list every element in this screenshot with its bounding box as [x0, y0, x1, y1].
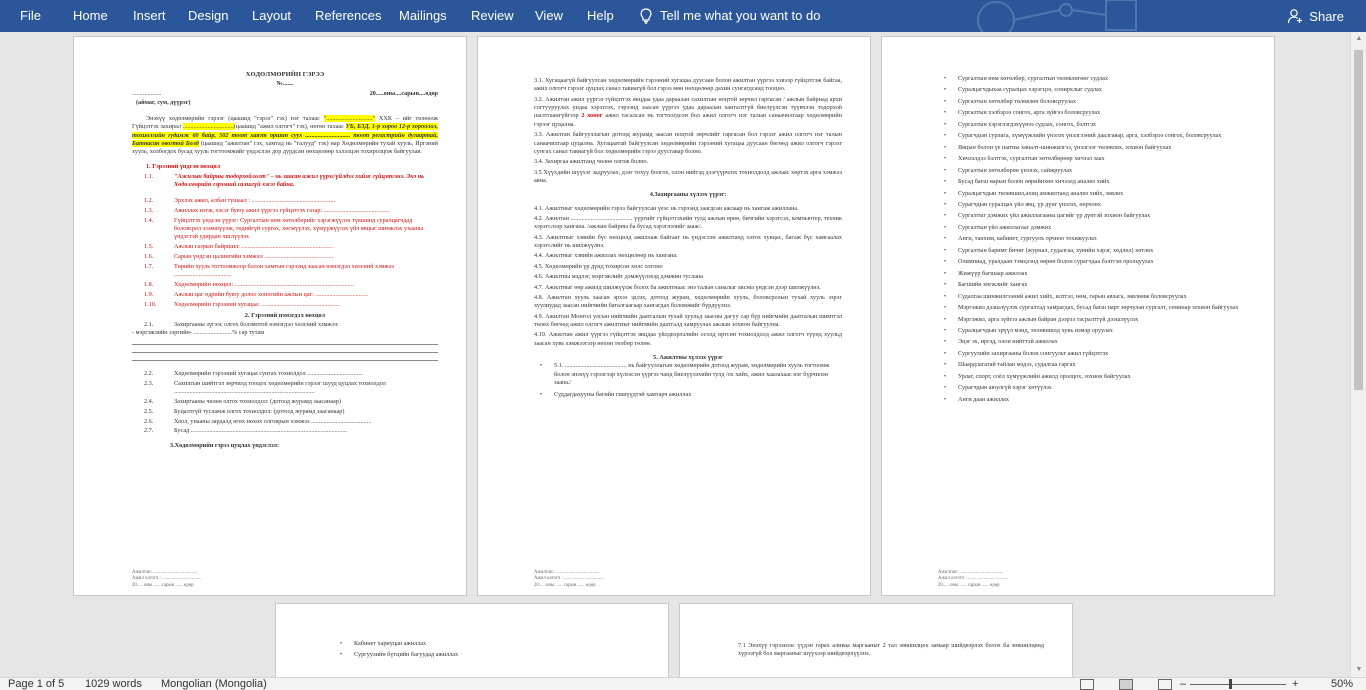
item-number: 1.10. — [144, 300, 157, 308]
bullet-item: • Сурагчдын суралцах үйл явц, үр дүнг үнэлэх, өөрчлөх — [938, 201, 1246, 209]
bullet-item: • Судалгаа шинжилгээний ажил хийх, илтгэл, нөм, гарын авлага, зөвлөмж боловсруулах — [938, 293, 1246, 301]
item-text: Захиргааны зүгээс олгох болзмотой нэмэгдэл хөлсний хэмжээ: — [174, 320, 339, 328]
numbered-item — [132, 427, 438, 435]
red-note: 2 хоног — [581, 112, 603, 120]
page-3-content — [938, 75, 1246, 407]
document-page-3[interactable] — [881, 36, 1275, 596]
bullet-item: • Мэргэжил дээшлүүлэх сургалтад хамрагдах, бусад багш нарт зөрчулан сургалт, семинар зохион байгуулах — [938, 304, 1246, 312]
paragraph-3-4: 3.4. Захиргаа ажилтанд чөлөө олгож болно. — [534, 158, 649, 166]
page-1-content — [132, 71, 438, 450]
bullet-item: • Багшийн хөгжлийг хангах — [938, 281, 1246, 289]
bullet-item: • Сургалтын хөтөлбөр төлөвлөн боловсруулах — [938, 98, 1246, 106]
blank-line — [132, 346, 438, 353]
numbered-item — [132, 253, 438, 261]
zoom-in-button[interactable]: + — [1292, 678, 1299, 690]
paragraph-3-1: 3.1. Хугацаагүй байгуулсан хөдөлмөрийн гэрээний хугацаа дуусаан болон ажилтан үүргээ хэвээр гүйцэтгэж байгаа, ажил олгогч гэрээг цуцлах санал тавиагүй бол гэрээ мөн нөхцөлөөр дахин сунгагдсанд тооцно. — [534, 77, 842, 93]
numbered-paragraph: 4.6. Ажилтны мэдлэг, мэргэжлийг дэмжүүлэхэд дэмжин туслана — [534, 273, 704, 281]
contract-number: №....... — [276, 79, 294, 87]
bullet-item: • Сургалтын нөм хөтөлбөр, сургалтын төлөвлөгөөг судлах — [938, 75, 1246, 83]
bullet-item: • Хичээлдээ бэлтгэх, сургалтын хөтөлбөрөөр хичээл заах — [938, 155, 1246, 163]
numbered-item — [132, 207, 438, 215]
tab-insert[interactable]: Insert — [133, 8, 166, 23]
section-5-list — [534, 362, 842, 399]
document-page-2[interactable] — [477, 36, 871, 596]
numbered-paragraph: 4.9. Ажилтан Монгол улсын нийгмийн даатгалын тухай хуульд заасны дагуу сар бүр нийгмийн даатгалын шимтгэл төлөх бөгөөд ажил олгогч ажилтныг нийгмийн даатгалд хамруулах ажлын зохион байгуулна. — [534, 312, 842, 328]
bullet-item: • Сурагчдын аюулгүй хэрэг хөтүүлэх — [938, 384, 1246, 392]
document-workspace[interactable] — [0, 32, 1350, 677]
item-text: Хоол, унааны зардалд өгөх нөхөх олговрын хэмжээ ....................................... — [174, 417, 372, 425]
signature-date: 20..... оны ...... сарын ...... өдөр — [938, 582, 1000, 588]
signature-block — [938, 570, 1008, 589]
item-text: Төрийн хууль тогтоомжоор болон хамтын гэрээнд заасан нэмэгдэл хөлсний хэмжээ ..................................... — [174, 262, 395, 279]
tab-layout[interactable]: Layout — [252, 8, 292, 23]
place-dots: ................... — [132, 90, 162, 98]
document-page-4[interactable] — [275, 603, 669, 677]
item-number: 1.3. — [144, 206, 154, 214]
language-indicator[interactable]: Mongolian (Mongolia) — [161, 678, 267, 690]
numbered-item — [132, 301, 438, 309]
word-count[interactable]: 1029 words — [85, 678, 142, 690]
bullet-item: • Сургалтын баримт бичиг (журнал, судалгаа, хувийн хэрэг, хөдлөл) хөтлөх — [938, 247, 1246, 255]
tab-file[interactable]: File — [20, 8, 41, 23]
section-3-heading: 3.Хөдөлмөрийн гэрээ цуцлах үндэслэл: — [170, 441, 280, 449]
signature-date: 20..... оны ...... сарын ...... өдөр — [534, 582, 596, 588]
item-number: 1.5. — [144, 243, 154, 251]
numbered-paragraph: 4.8. Ажилтан хууль заасан эрхээ эдлэх, дотоод журам, хөдөлмөрийн хууль, боловсролын тухай хууль зэрэг хуулиудад заасан нийгмийн баталгаагаар хангагдах боломжийг бүрдүүлнэ. — [534, 293, 842, 310]
bullet-item: • Сургалтын хэрэглэгдэхүүнээ судлах, сонгох, бэлтгэх — [938, 121, 1246, 129]
tell-me-label: Tell me what you want to do — [660, 8, 821, 23]
read-mode-icon[interactable] — [1080, 679, 1094, 690]
section-5-heading: 5. Ажилтны хүлээх үүрэг — [653, 354, 723, 362]
numbered-paragraph: 4.1. Ажилтныг хөдөлмөрийн гэрээ байгуулсан үеэс нь гэрээнд заагдсан ажлаар нь хангаж ажиллана. — [534, 204, 799, 212]
numbered-item — [132, 291, 438, 299]
vertical-scrollbar[interactable] — [1350, 32, 1366, 677]
tell-me-search[interactable] — [640, 0, 820, 32]
tab-design[interactable]: Design — [188, 8, 229, 23]
paragraph-text: 3.2. Ажилтан ажил үүргээ гүйцэтгэх явцдаа удаа дараалан сахилгын ноцтой зөрчил гаргасан / ажлын байрнад архи согтууруулах ундаа хэрэглэх, гэрээнд заасан үүргээ удаа дараалан хангалтгүй биелүүлсэн түүвчлэн тодорхой шалтгаангүйгээр — [534, 95, 842, 120]
item-number: 2.3. — [144, 379, 154, 387]
tab-home[interactable]: Home — [73, 8, 108, 23]
title-ribbon — [0, 0, 1366, 32]
bullet-item: • Сургалтын үйл ажиллагааг дэмжих — [938, 224, 1246, 232]
signature-date: 20..... оны ...... сарын ...... өдөр — [132, 582, 194, 588]
share-button[interactable] — [1287, 0, 1344, 32]
signature-employee: Ажилтан: ..................................... — [132, 569, 198, 575]
section-4-list — [534, 205, 842, 348]
numbered-item — [132, 380, 438, 397]
item-number: 1.8. — [144, 281, 154, 289]
item-number: 2.6. — [144, 417, 154, 425]
blank-line — [132, 338, 438, 345]
bullet-item: • Шаардлагатай тайлан мэдээ, судалгаа гаргах — [938, 361, 1246, 369]
item-number: 1.4. — [144, 216, 154, 224]
signature-employee: Ажилтан: ..................................... — [938, 569, 1004, 575]
zoom-level[interactable]: 50% — [1331, 678, 1354, 690]
bullet-item: • Мэргэжил, арга зүйгээ ажлын байран дээрээ тасралтгүй дээшлүүлэх — [938, 316, 1246, 324]
lightbulb-icon — [640, 8, 652, 24]
section-4-heading: 4.Захиргааны хүлээх үүрэг: — [649, 191, 727, 199]
tab-review[interactable]: Review — [471, 8, 514, 23]
intro-highlight-employee: УБ, БЗД, 1-р хороо 12-р хороолол, тохиолгийн гудамж 60 байр, 502 тоот хаягт оршин суух ............................. тоот регистрийн дугаартай, Батнасан овогтой Болд — [132, 123, 438, 148]
numbered-paragraph: 4.4. Ажилтныг хэвийн ажиллах нөхцөлөөр нь хангана. — [534, 252, 678, 260]
numbered-item — [132, 217, 438, 242]
paragraph-3-3: 3.3. Ажилтан байгууллагын дотоод журамд заасан ноцтой зөрчлийг гаргасан бол гэрээг ажил олгогч нэг талын санаачилгаар цуцална. Хугацаатай байгуулсан хөдөлмөрийн гэрээний хугацаа дуусаан бөгөөд ажил олгогч гэрээг сунгах санал тавиагүй бол хөдөлмөрийн гэрээ дуусгавар болно. — [534, 131, 842, 155]
item-number: 1.2. — [144, 196, 154, 204]
document-page-1[interactable] — [73, 36, 467, 596]
person-add-icon — [1287, 8, 1303, 24]
item-text: Ажиллах нэгж, хэсэг буюу ажил үүргээ гүйцэтгэх газар: ........................................... — [174, 206, 391, 214]
paragraph-3-5: 3.5 Хүүхдийн шүүхэг задруулах, дээг тохуу болгох, олон нийтэд дээгүүрчлэх тохиолдолд ажлаас хөртэх арга хэмжээ авна. — [534, 168, 842, 184]
signature-employer: Ажил олгогч : ................................. — [132, 576, 202, 582]
numbered-item — [132, 281, 438, 289]
item-text: Гүйцэтгэх үндсэн үүрэг: Сургалтын нөм хөтөлбөрийг хэрэгжүүлэх түвшинд суралцагчдад боловсрол эзэмшүүлж, төдийгүй сургах, хөгжүүлэх, хүмүүжүүлэх үйл явцыг шинжлэх ухааны үндэстэй удирдан чиглүүлэх — [174, 216, 424, 241]
signature-employee: Ажилтан: ..................................... — [534, 569, 600, 575]
numbered-item — [132, 398, 438, 406]
status-bar — [0, 677, 1366, 690]
item-number: 2.5. — [144, 407, 154, 415]
signature-block — [132, 570, 202, 589]
paragraph-text: ажил тасалсан нь тогтоогдсон бол ажил олгогч нэг талын санаачилгаар хөдөлмөрийн гэрээг цуцална. — [534, 112, 842, 128]
item-text: Захиргааны чөлөө олгох тохиолдол: (дотоод журамд заасанаар) — [174, 397, 341, 405]
duties-list — [938, 75, 1246, 404]
numbered-paragraph: 4.7. Ажилтныг өөр ажилд шилжүүлж болох ба ажилтнаас энэ талын саналыг авсны үндсэн дээр шилжүүлнэ. — [534, 283, 821, 291]
bullet-item: • Олимпиад, уралдаан тэмцээнд өөрөө болон сурагчдаа бэлтгэн оролцуулах — [938, 258, 1246, 266]
section-2-intro — [132, 321, 438, 329]
intro-text-d: (цаашид "ажилтан" гэх, хамтад нь "талууд" гэх) нар Хөдөлмөрийн тухай хууль, Иргэний хууль, холбогдох бусад хууль тогтоомжийг үндэслэн дор дурдсан нөхцөлөөр хэлэлцэн тохиролцож байгуулав. — [132, 140, 438, 156]
tab-references[interactable]: References — [315, 8, 382, 23]
bullet-item: • Суралцагчдыхаа суралцах хэрэгцээ, сонирхлыг судлах — [938, 86, 1246, 94]
signature-employer: Ажил олгогч : ................................. — [534, 576, 604, 582]
scrollbar-thumb[interactable] — [1354, 50, 1363, 390]
item-number: 1.7. — [144, 262, 154, 270]
item-text: "Ажилын байрны тодорхойлолт" – нь заасан ажил үүрэг/үйлдэл хийж гүйцэтгэнэ. Энэ нь Хөдөлмөрийн гэрээний салшгүй хэсэг байна. — [174, 172, 425, 188]
bullet-item: • Бусад багш нарын болон өөрийнхөө хичээлд анализ хийх — [938, 178, 1246, 186]
numbered-paragraph: 4.3. Ажилтныг хэвийн бүс нөхцөлд ажиллаж байгааг нь үндэслэн ажилтанд олгох хувцас, багаж бүс хамгаалах хэрэгслийг нь шилжүүлнэ. — [534, 233, 842, 250]
numbered-item — [132, 370, 438, 378]
place-label: (аймаг, сум, дүүрэг) — [136, 98, 191, 106]
item-text: Ажлын цаг өдрийн буюу долоо хоногийн ажлын цаг: .................................. — [174, 290, 369, 298]
page-5-content — [738, 640, 1044, 659]
duties-list — [334, 640, 640, 660]
document-page-5[interactable] — [679, 603, 1073, 677]
decorative-circuit-icon — [966, 0, 1186, 32]
item-text: Бусад ..................................................................................................... — [174, 427, 347, 435]
tab-mailings[interactable]: Mailings — [399, 8, 447, 23]
bullet-item: • Сургуулийн захиргааны болон сонгуульт ажил гүйцэтгэх — [938, 350, 1246, 358]
signature-block — [534, 570, 604, 589]
item-text: Хөдөлмөрийн гэрээний хугацаа: ................................................... — [174, 300, 340, 308]
place-date-row — [132, 90, 438, 98]
item-number: 1.6. — [144, 253, 154, 260]
numbered-paragraph: 4.10. Ажилтан ажил үүргээ гүйцэтгэх явцдаа үйлдвэрлэлийн осолд өртсөн тохиолдолд ажил олгогч түүнд хуульд заасан хувь хэмжээгээр нөхөн төлбөр төлнө. — [534, 331, 842, 347]
section-2-line: - мэргэжлийн зэргийн- .........................% сар тутам — [132, 328, 265, 336]
numbered-item — [132, 408, 438, 416]
bullet-item: • Сургалтын хөтөлбөрөө үнэлэх, сайжруулах — [938, 167, 1246, 175]
item-number: 2.7. — [144, 427, 154, 435]
bullet-item: • Анги даан ажиллах — [938, 396, 1246, 404]
signature-employer: Ажил олгогч : ................................. — [938, 576, 1008, 582]
section-2-list — [132, 370, 438, 436]
bullet-item: • Сургалтыг дэмжих үйл ажиллагааны цагийг үр дүнтэй зохион байгуулах — [938, 212, 1246, 220]
page-4-content — [334, 640, 640, 663]
bullet-item: • Кабинет хариуцан ажиллах — [334, 640, 640, 648]
paragraph-7-1: 7.1 Энэхүү гэрээнээс үүдэн гарах аливаа маргааныг 2 тал зөвшилцөх замаар шийдвэрлэх болох ба зөвшилцөөд хүрээгүй бол маргааныг шүүхээр шийдвэрлүүлнэ. — [738, 642, 1044, 658]
bullet-item: • Урлаг, спорт, соёл хүмүүжлийн ажилд оролцох, зохион байгуулах — [938, 373, 1246, 381]
contract-title: ХӨДӨЛМӨРИЙН ГЭРЭЭ — [245, 71, 325, 78]
item-number: 2.1. — [144, 320, 154, 328]
contract-date: 20.....оны....сарын....өдөр — [369, 90, 438, 98]
item-number: 1.1. — [144, 172, 154, 180]
numbered-paragraph: 4.5. Хөдөлмөрийн үр дүнд тохирсон хөлс олгоно — [534, 262, 663, 270]
scroll-down-icon[interactable]: ▼ — [1355, 666, 1363, 673]
item-text: Ажлын газрын байршил: ........................................................... — [174, 243, 333, 251]
item-number: 2.2. — [144, 369, 154, 377]
intro-highlight-director: ................................. — [182, 123, 234, 131]
numbered-item — [132, 173, 438, 190]
numbered-item — [132, 418, 438, 426]
web-layout-icon[interactable] — [1158, 679, 1172, 690]
bullet-item: • Анги, танхим, кабинет, сургуулъ орчноо тохижуулах — [938, 235, 1246, 243]
item-number: 2.4. — [144, 397, 154, 405]
page-count[interactable]: Page 1 of 5 — [8, 678, 65, 690]
paragraph-3-2 — [534, 96, 842, 129]
blank-line — [132, 354, 438, 361]
tab-help[interactable]: Help — [587, 8, 614, 23]
share-label: Share — [1309, 8, 1344, 24]
item-text: Сахилгын шийтгэл зөрчилд тооцох хөдөлмөрийн гэрээг шууд цуцлах тохиолдол ........................................................................................... — [174, 379, 386, 395]
tab-view[interactable]: View — [535, 8, 563, 23]
zoom-slider-track[interactable] — [1190, 684, 1286, 685]
bullet-item: • Суддагдахууны багийн гишүүдтэй хамтарч ажиллах — [534, 391, 842, 399]
intro-text-b: ХХК – ийг төлөөлж Гүйцэтгэх захирал — [132, 114, 438, 131]
bullet-item: • Сургуулийн бүтцийн багуудад ажиллах — [334, 651, 640, 659]
numbered-item — [132, 197, 438, 205]
scroll-up-icon[interactable]: ▲ — [1355, 35, 1363, 42]
item-text: Эрхлэх ажил, албан тушаал : ...................................................... — [174, 196, 336, 204]
item-text: Хөдөлмөрийн гэрээний хугацаа сунгах тохиолдол .................................... — [174, 369, 363, 377]
bullet-item: • Суралцагчдын төлөвшил,ахиц амжилтанд анализ хийх, зөвлөх — [938, 190, 1246, 198]
zoom-slider-thumb[interactable] — [1229, 679, 1232, 689]
numbered-paragraph: 4.2. Ажилтан ........................................ үүргийг гүйцэтгэхийн тулд ажлын өрөө, бичгийн хэрэгсэл, компьютер, техник хэрэгслээр хангана. /ажлын байрны ба бусад хэрэглэлийг зааж/. — [534, 215, 842, 231]
intro-text-a: Энэхүү хөдөлмөрийн гэрээг (цаашид "гэрээ" гэх) нэг талаас — [146, 114, 324, 122]
section-2-heading: 2. Гэрээний нэмэгдэл нөхцөл — [244, 312, 326, 320]
bullet-item: • Суралцагчдын эрүүл мэнд, төлөвшилд хувь нэмэр оруулах — [938, 327, 1246, 335]
bullet-item: • 5.1. ........................................ нь байгууллагын хөдөлмөрийн дотоод журам, хөдөлмөрийн хууль тогтоомж болон энэхүү гэрээгээр хүлээсэн үүргээ чанд биелүүлэхийн тулд /ох хийх, ажил хаалахаас нэг бүрчилэн заана./ — [534, 362, 842, 387]
numbered-item — [132, 243, 438, 251]
item-text: Сарын үндсэн цалингийн хэмжээ: ............................................ — [174, 253, 334, 260]
intro-paragraph — [132, 115, 438, 157]
section-1-list — [132, 173, 438, 310]
intro-highlight-company: ".............................." — [323, 114, 376, 122]
item-text: Буцалтгүй тусламж олгох тохиолдол: (дотоод журамд заасанаар) — [174, 407, 345, 415]
bullet-item: • Сургалтын хэлбэрээ сонгох, арга зүйгээ боловсруулах — [938, 109, 1246, 117]
bullet-item: • Явцын болон үе шатны хяналт-шинжилгээ, үнэлгээг төлөвлөх, зохион байгуулах — [938, 144, 1246, 152]
page-2-content — [534, 75, 842, 402]
zoom-out-button[interactable]: – — [1180, 678, 1187, 690]
intro-text-c: (цаашид "ажил олгогч" гэх), нөгөө талаас — [233, 123, 346, 131]
bullet-item: • Сурагчдын сурлага, хүмүүжлийн үнэлэх үнэлгээний даалгавар, арга, хэлбэрээ сонгох, боловсруулах — [938, 132, 1246, 140]
bullet-item: • Жижүүр багшаар ажиллах — [938, 270, 1246, 278]
numbered-item — [132, 263, 438, 280]
item-number: 1.9. — [144, 290, 154, 298]
bullet-item: • Эцэг эх, иргэд, олон нийттэй ажиллах — [938, 338, 1246, 346]
item-text: Хөдөлмөрийн нөхцөл: ............................................................................. — [174, 281, 354, 289]
print-layout-icon[interactable] — [1119, 679, 1133, 690]
section-1-heading: 1. Гэрээний үндсэн нөхцөл — [146, 162, 221, 170]
